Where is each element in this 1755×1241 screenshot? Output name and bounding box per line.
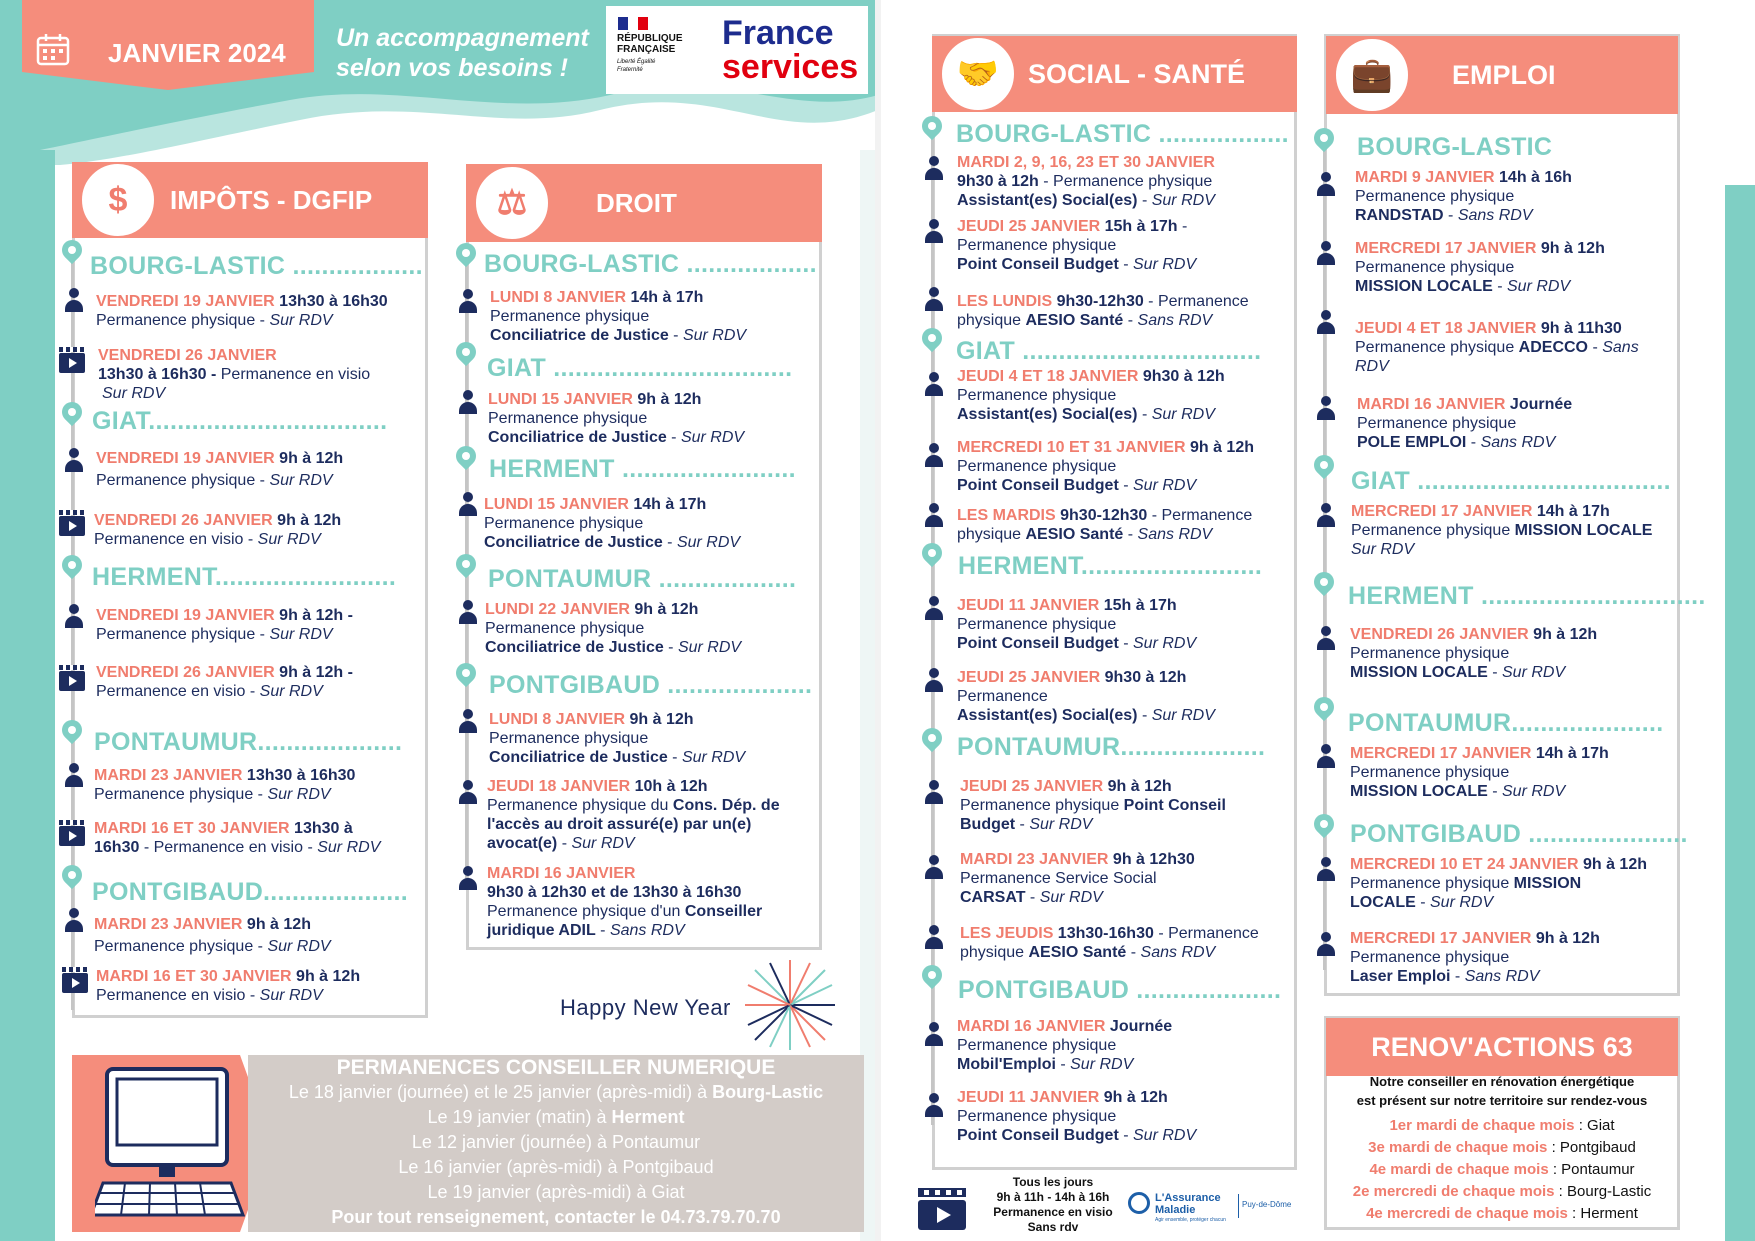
social-entry: MARDI 2, 9, 16, 23 ET 30 JANVIER 9h30 à 12h - Permanence physique Assistant(es) Social(es) - Sur RDV xyxy=(957,154,1215,209)
numerique-line-1: Le 18 janvier (journée) et le 25 janvier (après-midi) à Bourg-Lastic xyxy=(288,1082,824,1102)
location-pin-icon xyxy=(921,116,943,146)
emploi-loc-giat: GIAT ................................... xyxy=(1351,467,1671,495)
person-icon xyxy=(1316,626,1336,652)
social-loc-pontgibaud: PONTGIBAUD .................... xyxy=(958,976,1282,1004)
impots-entry: VENDREDI 19 JANVIER 13h30 à 16h30 Permanence physique - Sur RDV xyxy=(96,293,388,329)
impots-entry: VENDREDI 26 JANVIER 13h30 à 16h30 - Permanence en visio Sur RDV xyxy=(98,347,371,402)
person-icon xyxy=(64,763,84,789)
person-icon xyxy=(924,668,944,694)
assurance-maladie-logo xyxy=(1128,1192,1150,1214)
computer-icon xyxy=(95,1065,245,1220)
assurance-divider xyxy=(1238,1194,1239,1218)
renov-row: 1er mardi de chaque mois : Giat xyxy=(1389,1117,1615,1134)
droit-loc-giat: GIAT ................................. xyxy=(487,354,793,382)
social-entry: JEUDI 4 ET 18 JANVIER 9h30 à 12h Permanence physique Assistant(es) Social(es) - Sur RDV xyxy=(957,368,1225,423)
renov-row: 4e mardi de chaque mois : Pontaumur xyxy=(1369,1161,1635,1178)
person-icon xyxy=(924,219,944,245)
person-icon xyxy=(924,1093,944,1119)
rf-line-2: FRANÇAISE xyxy=(617,44,676,55)
person-icon xyxy=(924,287,944,313)
location-pin-icon xyxy=(921,728,943,758)
person-icon xyxy=(924,1022,944,1048)
impots-title: IMPÔTS - DGFIP xyxy=(170,184,373,215)
video-camera-icon xyxy=(59,516,85,536)
emploi-entry: MERCREDI 17 JANVIER 14h à 17h Permanence physique MISSION LOCALE Sur RDV xyxy=(1351,503,1653,558)
social-entry: JEUDI 25 JANVIER 15h à 17h - Permanence physique Point Conseil Budget - Sur RDV xyxy=(957,218,1197,273)
droit-title: DROIT xyxy=(596,187,677,218)
emploi-header xyxy=(1326,36,1678,114)
emploi-entry: VENDREDI 26 JANVIER 9h à 12h Permanence physique MISSION LOCALE - Sur RDV xyxy=(1350,626,1598,681)
social-entry: JEUDI 25 JANVIER 9h à 12h Permanence physique Point Conseil Budget - Sur RDV xyxy=(960,778,1226,833)
video-camera-icon xyxy=(62,973,88,993)
location-pin-icon xyxy=(61,555,83,585)
france-services-1: France xyxy=(722,14,834,52)
person-icon xyxy=(1316,172,1336,198)
impots-loc-pontgibaud: PONTGIBAUD.................... xyxy=(92,878,408,906)
emploi-entry: JEUDI 4 ET 18 JANVIER 9h à 11h30 Permanence physique ADECCO - Sans RDV xyxy=(1355,320,1639,375)
person-icon xyxy=(924,596,944,622)
droit-entry: LUNDI 15 JANVIER 9h à 12h Permanence physique Conciliatrice de Justice - Sur RDV xyxy=(488,391,745,446)
social-title: SOCIAL - SANTÉ xyxy=(1028,58,1246,89)
location-pin-icon xyxy=(1313,697,1335,727)
assurance-maladie-tagline: Agir ensemble, protéger chacun xyxy=(1155,1217,1226,1223)
emploi-loc-bourg: BOURG-LASTIC xyxy=(1357,133,1553,161)
handshake-icon: 🤝 xyxy=(942,38,1014,110)
person-icon xyxy=(924,156,944,182)
person-icon xyxy=(924,925,944,951)
social-entry: JEUDI 11 JANVIER 9h à 12h Permanence physique Point Conseil Budget - Sur RDV xyxy=(957,1089,1197,1144)
visio-line-2: 9h à 11h - 14h à 16h xyxy=(996,1190,1110,1204)
impots-entry: MARDI 16 ET 30 JANVIER 9h à 12h Permanence en visio - Sur RDV xyxy=(96,968,361,1004)
location-pin-icon xyxy=(61,402,83,432)
droit-entry: JEUDI 18 JANVIER 10h à 12h Permanence physique du Cons. Dép. de l'accès au droit assuré(e) par un(e) avocat(e) - Sur RDV xyxy=(487,778,780,852)
person-icon xyxy=(1316,241,1336,267)
person-icon xyxy=(64,448,84,474)
rf-line-1: RÉPUBLIQUE xyxy=(617,33,683,44)
impots-entry: VENDREDI 26 JANVIER 9h à 12h - Permanence en visio - Sur RDV xyxy=(96,664,353,700)
assurance-maladie-dep: Puy-de-Dôme xyxy=(1242,1200,1292,1209)
location-pin-icon xyxy=(455,342,477,372)
droit-entry: LUNDI 8 JANVIER 9h à 12h Permanence physique Conciliatrice de Justice - Sur RDV xyxy=(489,711,746,766)
tagline-1: Un accompagnement xyxy=(336,24,589,52)
social-loc-pontaumur: PONTAUMUR.................... xyxy=(957,733,1266,761)
location-pin-icon xyxy=(1313,128,1335,158)
person-icon xyxy=(458,390,478,416)
emploi-entry: MARDI 9 JANVIER 14h à 16h Permanence physique RANDSTAD - Sans RDV xyxy=(1355,169,1572,224)
droit-loc-herment: HERMENT ........................ xyxy=(489,455,796,483)
renov-row: 2e mercredi de chaque mois : Bourg-Lastic xyxy=(1352,1183,1652,1200)
person-icon xyxy=(1316,857,1336,883)
person-icon xyxy=(924,443,944,469)
calendar-icon xyxy=(35,32,71,68)
social-entry: MARDI 23 JANVIER 9h à 12h30 Permanence Service Social CARSAT - Sur RDV xyxy=(960,851,1195,906)
renov-row: 4e mercredi de chaque mois : Herment xyxy=(1366,1205,1638,1222)
social-entry: LES MARDIS 9h30-12h30 - Permanence physique AESIO Santé - Sans RDV xyxy=(957,507,1253,543)
gavel-icon: ⚖ xyxy=(476,167,548,239)
rf-motto: Liberté Égalité Fraternité xyxy=(617,59,656,73)
social-loc-bourg: BOURG-LASTIC .................. xyxy=(956,120,1289,148)
impots-loc-pontaumur: PONTAUMUR.................... xyxy=(94,728,403,756)
impots-loc-herment: HERMENT......................... xyxy=(92,563,397,591)
emploi-entry: MARDI 16 JANVIER Journée Permanence physique POLE EMPLOI - Sans RDV xyxy=(1357,396,1573,451)
social-loc-herment: HERMENT......................... xyxy=(958,552,1263,580)
tax-hand-icon: $ xyxy=(82,164,154,236)
renov-header xyxy=(1326,1018,1678,1076)
person-icon xyxy=(458,709,478,735)
happy-new-year: Happy New Year xyxy=(560,995,731,1020)
person-icon xyxy=(924,503,944,529)
location-pin-icon xyxy=(61,240,83,270)
droit-loc-pontaumur: PONTAUMUR ................... xyxy=(488,565,797,593)
location-pin-icon xyxy=(61,865,83,895)
page-divider xyxy=(875,0,881,1241)
video-camera-icon xyxy=(918,1188,968,1230)
person-icon xyxy=(1316,744,1336,770)
person-icon xyxy=(64,604,84,630)
tagline-2: selon vos besoins ! xyxy=(336,54,569,82)
location-pin-icon xyxy=(61,720,83,750)
social-entry: LES JEUDIS 13h30-16h30 - Permanence physique AESIO Santé - Sans RDV xyxy=(960,925,1259,961)
location-pin-icon xyxy=(455,446,477,476)
person-icon xyxy=(1316,396,1336,422)
assurance-maladie-1: L'Assurance xyxy=(1155,1192,1221,1204)
emploi-loc-pontaumur: PONTAUMUR..................... xyxy=(1348,709,1664,737)
briefcase-icon: 💼 xyxy=(1336,39,1408,111)
video-camera-icon xyxy=(59,671,85,691)
renov-subtitle-2: est présent sur notre territoire sur rendez-vous xyxy=(1356,1093,1648,1108)
impots-entry: MARDI 23 JANVIER 9h à 12h Permanence physique - Sur RDV xyxy=(94,916,331,955)
renov-title: RENOV'ACTIONS 63 xyxy=(1371,1031,1633,1062)
impots-loc-bourg: BOURG-LASTIC .................. xyxy=(90,252,423,280)
droit-entry: LUNDI 15 JANVIER 14h à 17h Permanence physique Conciliatrice de Justice - Sur RDV xyxy=(484,496,741,551)
social-entry: JEUDI 11 JANVIER 15h à 17h Permanence physique Point Conseil Budget - Sur RDV xyxy=(957,597,1197,652)
impots-loc-giat: GIAT................................. xyxy=(92,407,388,435)
person-icon xyxy=(458,780,478,806)
location-pin-icon xyxy=(455,554,477,584)
numerique-contact: Pour tout renseignement, contacter le 04.73.79.70.70 xyxy=(331,1207,781,1227)
location-pin-icon xyxy=(921,543,943,573)
france-services-2: services xyxy=(722,48,859,86)
emploi-entry: MERCREDI 17 JANVIER 14h à 17h Permanence physique MISSION LOCALE - Sur RDV xyxy=(1350,745,1609,800)
person-icon xyxy=(1316,503,1336,529)
droit-loc-bourg: BOURG-LASTIC .................. xyxy=(484,250,817,278)
emploi-entry: MERCREDI 10 ET 24 JANVIER 9h à 12h Permanence physique MISSION LOCALE - Sur RDV xyxy=(1350,856,1647,911)
impots-entry: MARDI 23 JANVIER 13h30 à 16h30 Permanence physique - Sur RDV xyxy=(94,767,356,803)
social-entry: MARDI 16 JANVIER Journée Permanence physique Mobil'Emploi - Sur RDV xyxy=(957,1018,1173,1073)
emploi-title: EMPLOI xyxy=(1452,59,1556,90)
visio-line-1: Tous les jours xyxy=(1012,1175,1094,1189)
visio-line-3: Permanence en visio xyxy=(993,1205,1113,1219)
numerique-title: PERMANENCES CONSEILLER NUMERIQUE xyxy=(336,1056,776,1079)
assurance-maladie-2: Maladie xyxy=(1155,1204,1196,1216)
impots-entry: VENDREDI 19 JANVIER 9h à 12h - Permanence physique - Sur RDV xyxy=(96,607,353,643)
video-camera-icon xyxy=(59,826,85,846)
person-icon xyxy=(458,866,478,892)
renov-row: 3e mardi de chaque mois : Pontgibaud xyxy=(1368,1139,1636,1156)
person-icon xyxy=(924,780,944,806)
firework-icon xyxy=(740,955,840,1055)
social-loc-giat: GIAT ................................. xyxy=(956,337,1262,365)
person-icon xyxy=(458,492,478,518)
numerique-line-5: Le 19 janvier (après-midi) à Giat xyxy=(427,1182,685,1202)
visio-line-4: Sans rdv xyxy=(1027,1220,1079,1234)
impots-header xyxy=(72,162,428,238)
location-pin-icon xyxy=(921,965,943,995)
right-teal-strip xyxy=(1725,185,1755,1241)
droit-entry: LUNDI 22 JANVIER 9h à 12h Permanence physique Conciliatrice de Justice - Sur RDV xyxy=(485,601,742,656)
impots-entry: VENDREDI 26 JANVIER 9h à 12h Permanence en visio - Sur RDV xyxy=(94,512,342,548)
location-pin-icon xyxy=(455,663,477,693)
droit-loc-pontgibaud: PONTGIBAUD .................... xyxy=(489,671,813,699)
marianne-flag xyxy=(618,17,648,30)
person-icon xyxy=(924,855,944,881)
social-header xyxy=(932,36,1297,112)
social-entry: JEUDI 25 JANVIER 9h30 à 12h Permanence Assistant(es) Social(es) - Sur RDV xyxy=(957,669,1215,724)
numerique-line-4: Le 16 janvier (après-midi) à Pontgibaud xyxy=(398,1157,714,1177)
numerique-line-3: Le 12 janvier (journée) à Pontaumur xyxy=(411,1132,701,1152)
location-pin-icon xyxy=(921,328,943,358)
person-icon xyxy=(458,289,478,315)
numerique-line-2: Le 19 janvier (matin) à Herment xyxy=(427,1107,685,1127)
person-icon xyxy=(1316,310,1336,336)
social-entry: MERCREDI 10 ET 31 JANVIER 9h à 12h Permanence physique Point Conseil Budget - Sur RDV xyxy=(957,439,1254,494)
video-camera-icon xyxy=(59,353,85,373)
impots-entry: MARDI 16 ET 30 JANVIER 13h30 à 16h30 - Permanence en visio - Sur RDV xyxy=(94,820,381,856)
emploi-loc-herment: HERMENT ............................... xyxy=(1348,582,1706,610)
droit-entry: LUNDI 8 JANVIER 14h à 17h Permanence physique Conciliatrice de Justice - Sur RDV xyxy=(490,289,747,344)
social-entry: LES LUNDIS 9h30-12h30 - Permanence physique AESIO Santé - Sans RDV xyxy=(957,293,1249,329)
droit-entry: MARDI 16 JANVIER 9h30 à 12h30 et de 13h30 à 16h30 Permanence physique d'un Conseiller juridique ADIL - Sans RDV xyxy=(487,865,763,939)
emploi-entry: MERCREDI 17 JANVIER 9h à 12h Permanence physique MISSION LOCALE - Sur RDV xyxy=(1355,240,1605,295)
location-pin-icon xyxy=(1313,814,1335,844)
renov-subtitle-1: Notre conseiller en rénovation énergétique xyxy=(1369,1074,1635,1089)
impots-entry: VENDREDI 19 JANVIER 9h à 12h Permanence physique - Sur RDV xyxy=(96,450,344,489)
person-icon xyxy=(64,908,84,934)
location-pin-icon xyxy=(1313,572,1335,602)
emploi-entry: MERCREDI 17 JANVIER 9h à 12h Permanence physique Laser Emploi - Sans RDV xyxy=(1350,930,1600,985)
person-icon xyxy=(1316,932,1336,958)
person-icon xyxy=(458,600,478,626)
month-title: JANVIER 2024 xyxy=(108,38,286,68)
person-icon xyxy=(64,288,84,314)
emploi-loc-pontgibaud: PONTGIBAUD ...................... xyxy=(1350,820,1688,848)
droit-header xyxy=(466,164,822,242)
person-icon xyxy=(924,372,944,398)
location-pin-icon xyxy=(1313,455,1335,485)
location-pin-icon xyxy=(455,243,477,273)
